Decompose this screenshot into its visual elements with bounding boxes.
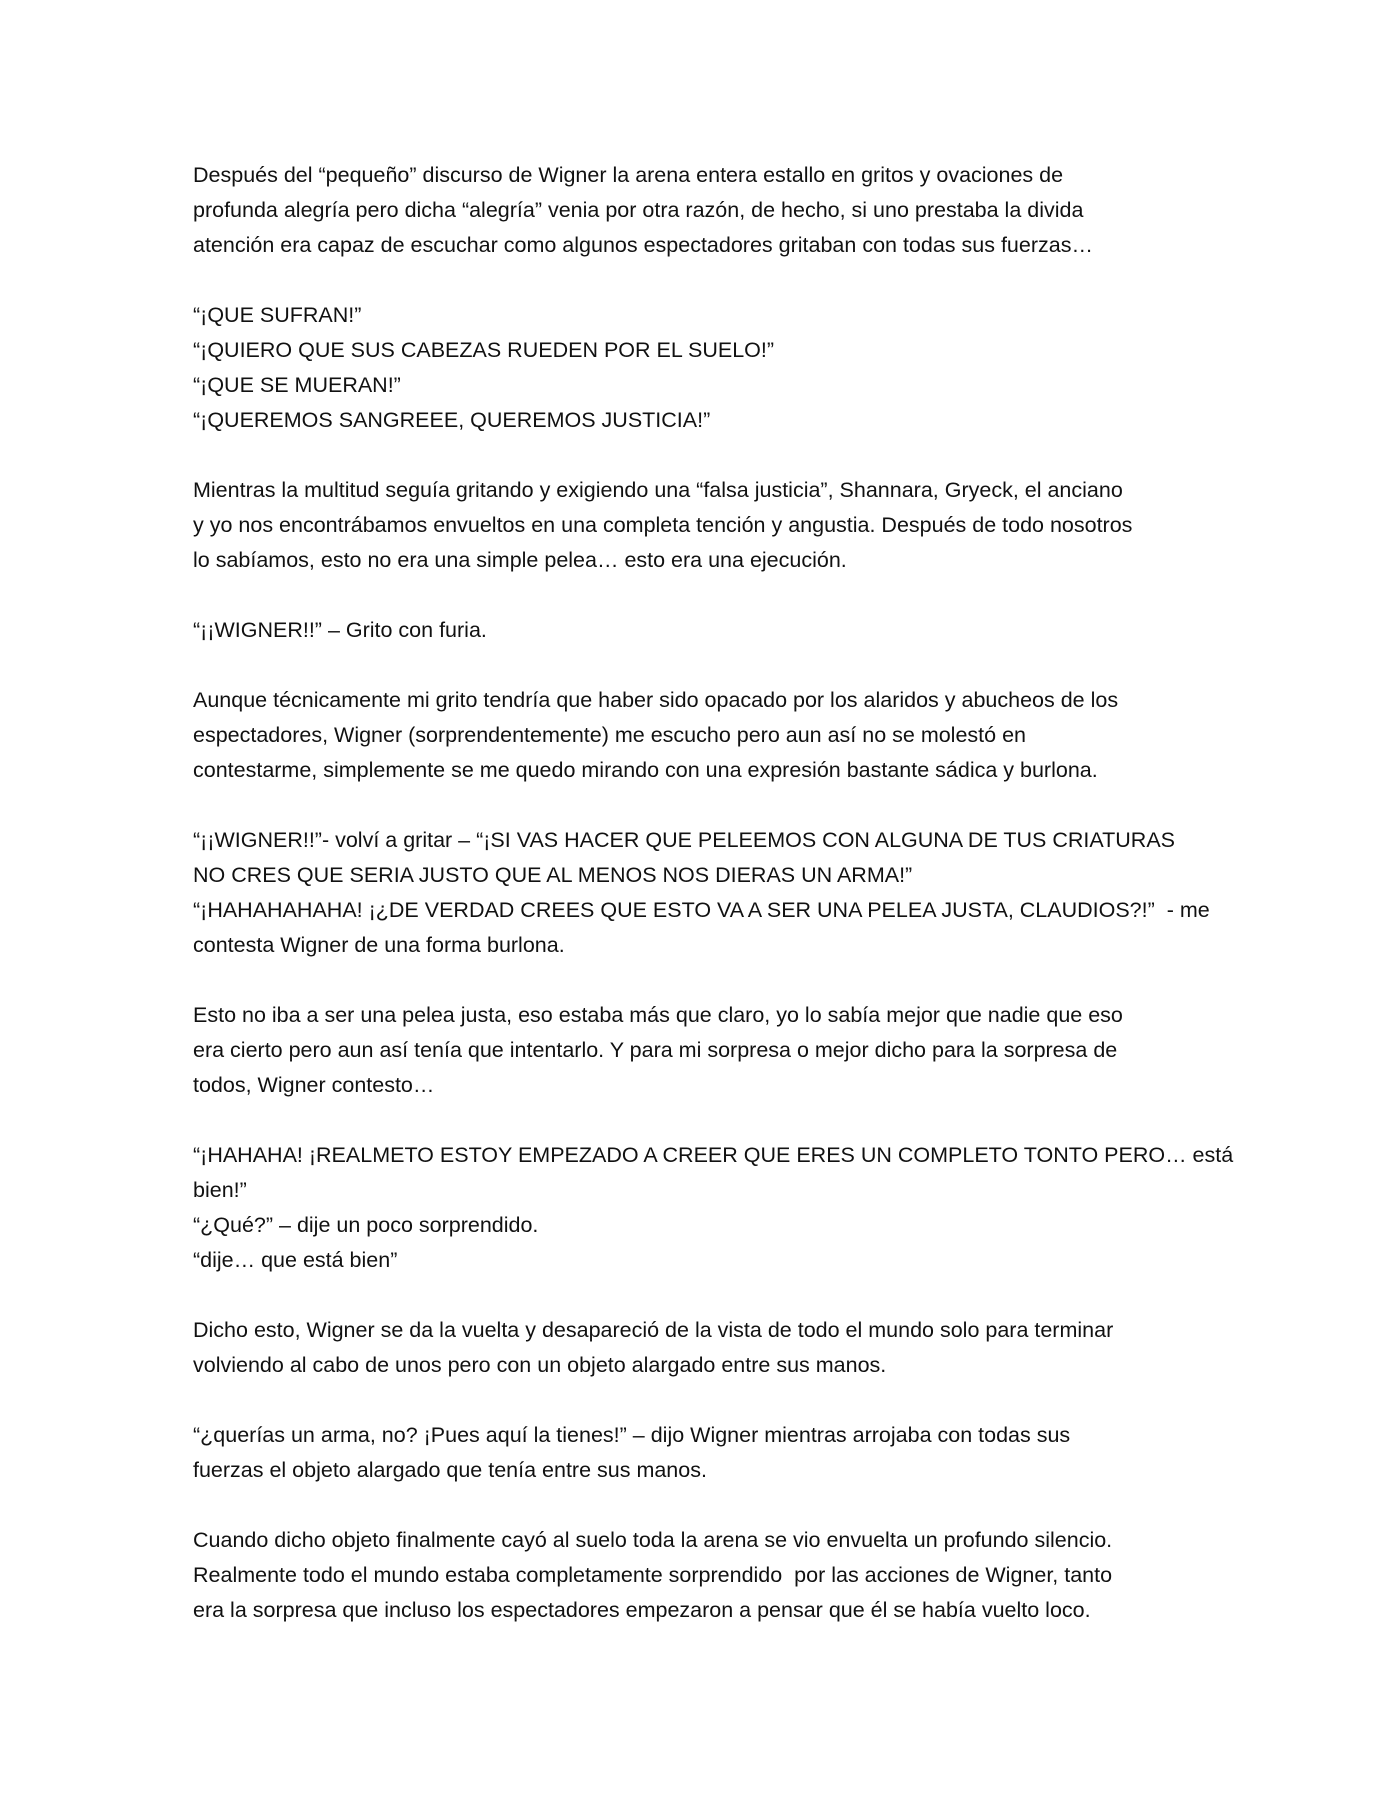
text-line: Dicho esto, Wigner se da la vuelta y desapareció de la vista de todo el mundo solo para terminar [193, 1318, 1114, 1342]
paragraph [193, 473, 1200, 578]
text-line: volviendo al cabo de unos pero con un objeto alargado entre sus manos. [193, 1353, 887, 1377]
paragraph [193, 683, 1200, 788]
text-line: todos, Wigner contesto… [193, 1073, 435, 1097]
paragraph [193, 1523, 1200, 1628]
text-line: espectadores, Wigner (sorprendentemente) me escucho pero aun así no se molestó en [193, 723, 1026, 747]
text-line: fuerzas el objeto alargado que tenía entre sus manos. [193, 1458, 707, 1482]
paragraph [193, 158, 1200, 263]
text-line: “¿Qué?” – dije un poco sorprendido. [193, 1213, 539, 1237]
text-line: Aunque técnicamente mi grito tendría que haber sido opacado por los alaridos y abucheos de los [193, 688, 1119, 712]
text-line: contestarme, simplemente se me quedo mirando con una expresión bastante sádica y burlona. [193, 758, 1098, 782]
text-line: “¡HAHAHA! ¡REALMETO ESTOY EMPEZADO A CREER QUE ERES UN COMPLETO TONTO PERO… está [193, 1143, 1234, 1167]
paragraph [193, 1313, 1200, 1383]
text-line: lo sabíamos, esto no era una simple pelea… esto era una ejecución. [193, 548, 847, 572]
text-line: era cierto pero aun así tenía que intentarlo. Y para mi sorpresa o mejor dicho para la sorpresa de [193, 1038, 1118, 1062]
document-body [193, 158, 1234, 1628]
paragraph [193, 823, 1210, 963]
text-line: Mientras la multitud seguía gritando y exigiendo una “falsa justicia”, Shannara, Gryeck, el anciano [193, 478, 1123, 502]
text-line: “¡QUE SE MUERAN!” [193, 373, 401, 397]
text-line: y yo nos encontrábamos envueltos en una completa tención y angustia. Después de todo nosotros [193, 513, 1133, 537]
text-line: profunda alegría pero dicha “alegría” venia por otra razón, de hecho, si uno prestaba la divida [193, 198, 1084, 222]
text-line: “¡QUEREMOS SANGREEE, QUEREMOS JUSTICIA!” [193, 408, 711, 432]
paragraph [193, 298, 1200, 438]
text-line: “¡HAHAHAHAHA! ¡¿DE VERDAD CREES QUE ESTO VA A SER UNA PELEA JUSTA, CLAUDIOS?!” - me [193, 898, 1210, 922]
text-line: “¡QUE SUFRAN!” [193, 303, 362, 327]
paragraph [193, 998, 1200, 1103]
text-line: “¡¡WIGNER!!”- volví a gritar – “¡SI VAS HACER QUE PELEEMOS CON ALGUNA DE TUS CRIATURAS [193, 828, 1175, 852]
text-line: era la sorpresa que incluso los espectadores empezaron a pensar que él se había vuelto loco. [193, 1598, 1091, 1622]
text-line: Esto no iba a ser una pelea justa, eso estaba más que claro, yo lo sabía mejor que nadie que eso [193, 1003, 1123, 1027]
paragraph [193, 613, 1200, 648]
text-line: “¿querías un arma, no? ¡Pues aquí la tienes!” – dijo Wigner mientras arrojaba con todas sus [193, 1423, 1071, 1447]
text-line: contesta Wigner de una forma burlona. [193, 933, 565, 957]
text-line: “¡QUIERO QUE SUS CABEZAS RUEDEN POR EL SUELO!” [193, 338, 775, 362]
paragraph [193, 1138, 1234, 1278]
text-line: NO CRES QUE SERIA JUSTO QUE AL MENOS NOS DIERAS UN ARMA!” [193, 863, 913, 887]
text-line: Después del “pequeño” discurso de Wigner la arena entera estallo en gritos y ovaciones de [193, 163, 1064, 187]
text-line: “dije… que está bien” [193, 1248, 398, 1272]
text-line: bien!” [193, 1178, 247, 1202]
text-line: Realmente todo el mundo estaba completamente sorprendido por las acciones de Wigner, tanto [193, 1563, 1113, 1587]
text-line: Cuando dicho objeto finalmente cayó al suelo toda la arena se vio envuelta un profundo silencio. [193, 1528, 1113, 1552]
text-line: “¡¡WIGNER!!” – Grito con furia. [193, 618, 487, 642]
text-line: atención era capaz de escuchar como algunos espectadores gritaban con todas sus fuerzas… [193, 233, 1093, 257]
paragraph [193, 1418, 1200, 1488]
